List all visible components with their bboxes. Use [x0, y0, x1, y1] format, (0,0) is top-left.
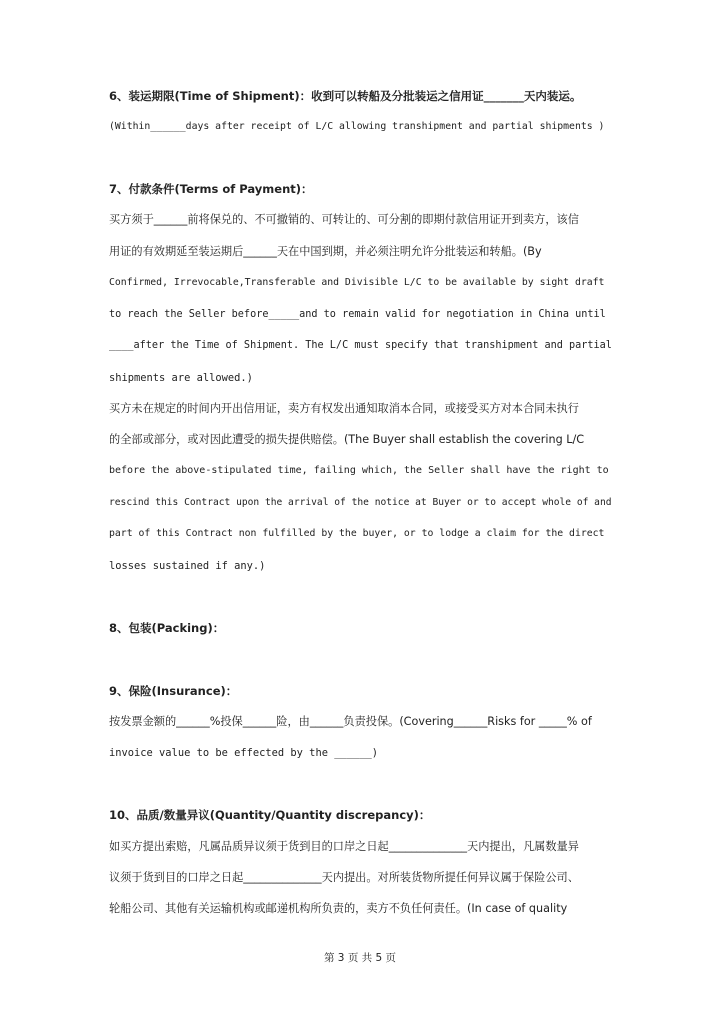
section-7-line-10: rescind this Contract upon the arrival of the notice at Buyer or to accept whole of and	[109, 497, 612, 508]
section-7-line-9: before the above-stipulated time, failing which, the Seller shall have the right to	[109, 465, 609, 476]
section-7-line-12: losses sustained if any.)	[109, 560, 266, 572]
section-7-heading: 7、付款条件(Terms of Payment)：	[109, 182, 313, 196]
section-10-heading: 10、品质/数量异议(Quantity/Quantity discrepancy)：	[109, 808, 431, 822]
section-10-line-2: 议须于货到目的口岸之日起______________天内提出。对所装货物所提任何异议属于保险公司、	[109, 871, 579, 884]
section-8-heading: 8、包装(Packing)：	[109, 621, 225, 635]
section-7-line-11: part of this Contract non fulfilled by the buyer, or to lodge a claim for the direct	[109, 528, 605, 539]
section-7-line-3: Confirmed, Irrevocable,Transferable and Divisible L/C to be available by sight draft	[109, 277, 605, 288]
section-6-line-1: (Within______days after receipt of L/C allowing transhipment and partial shipments )	[109, 121, 605, 132]
section-7-line-7: 买方未在规定的时间内开出信用证，卖方有权发出通知取消本合同，或接受买方对本合同未执行	[109, 402, 579, 415]
section-10-line-1: 如买方提出索赔，凡属品质异议须于货到目的口岸之日起______________天内提出，凡属数量异	[109, 840, 579, 853]
section-7-line-1: 买方须于______前将保兑的、不可撤销的、可转让的、可分割的即期付款信用证开到卖方，该信	[109, 213, 579, 226]
section-9-line-2: invoice value to be effected by the ______)	[109, 747, 378, 759]
page-footer: 第 3 页 共 5 页	[323, 952, 397, 964]
section-7-line-5: ____after the Time of Shipment. The L/C must specify that transhipment and partial	[109, 340, 612, 351]
section-7-line-6: shipments are allowed.)	[109, 372, 253, 384]
section-9-heading: 9、保险(Insurance)：	[109, 684, 238, 698]
section-7-line-2: 用证的有效期延至装运期后______天在中国到期，并必须注明允许分批装运和转船。(By	[109, 245, 542, 258]
section-7-line-8: 的全部或部分，或对因此遭受的损失提供赔偿。(The Buyer shall establish the covering L/C	[109, 433, 585, 446]
section-7-line-4: to reach the Seller before_____and to remain valid for negotiation in China until	[109, 309, 606, 320]
section-9-line-1: 按发票金额的______%投保______险，由______负责投保。(Covering______Risks for _____% of	[109, 715, 592, 728]
section-10-line-3: 轮船公司、其他有关运输机构或邮递机构所负责的，卖方不负任何责任。(In case of quality	[109, 902, 568, 915]
section-6-heading: 6、装运期限(Time of Shipment)：收到可以转船及分批装运之信用证_______天内装运。	[109, 89, 582, 103]
